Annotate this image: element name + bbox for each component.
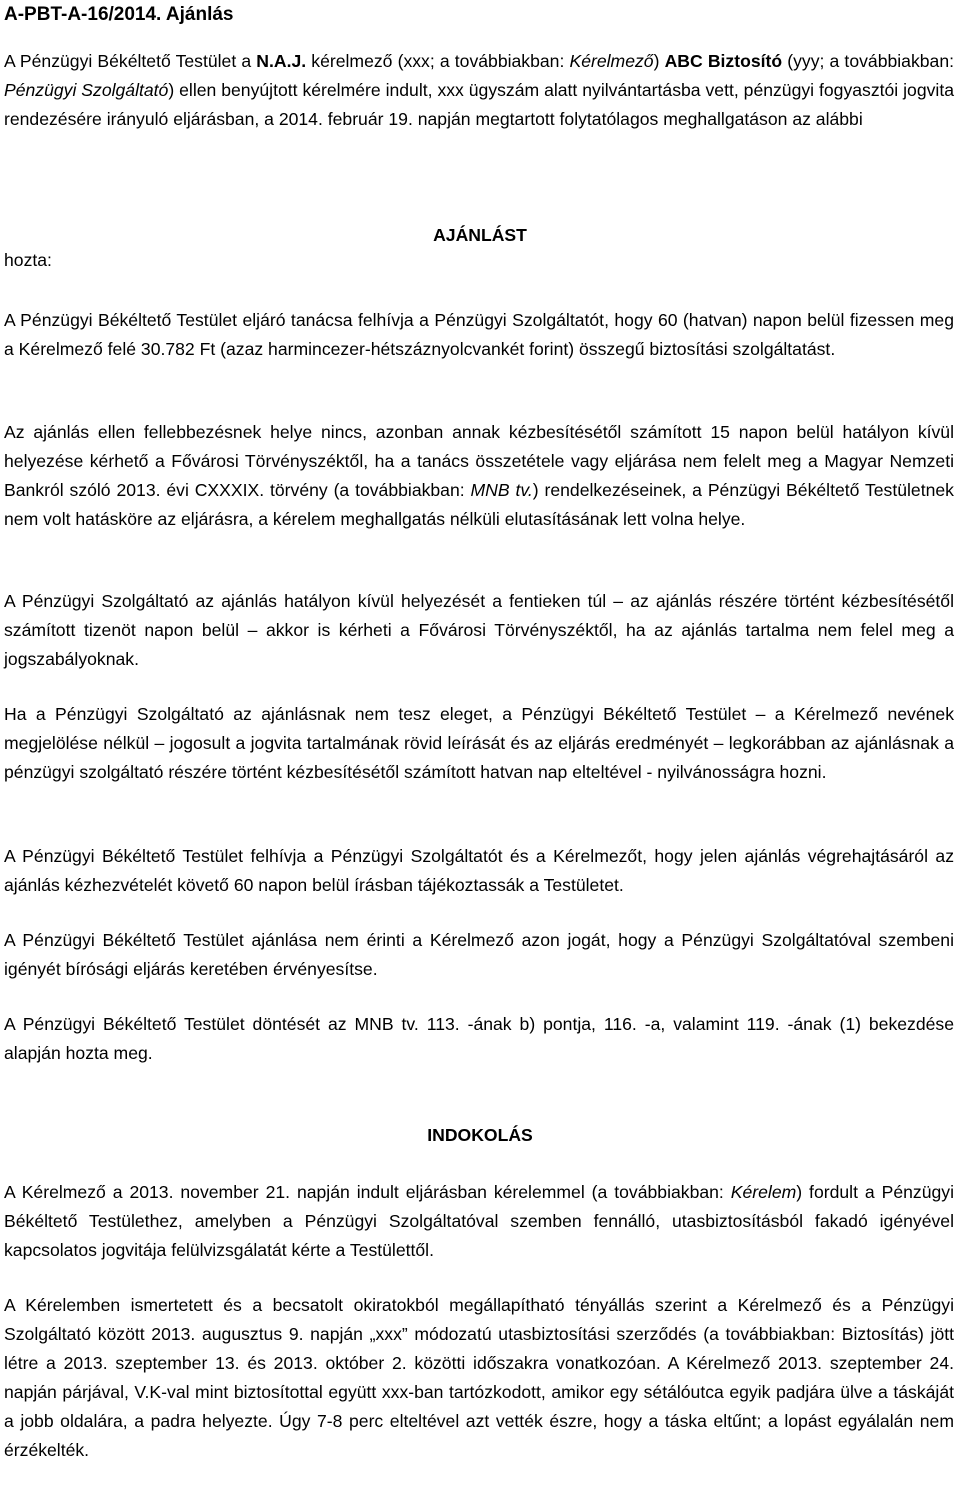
appeal-text-2: ) rendelkezéseinek, a Pénzügyi Békéltető Testületnek nem volt hatásköre az eljárásra, a kérelem meghallgatás nélküli elutasításának lett volna helye. xyxy=(4,480,954,529)
intro-paragraph xyxy=(4,47,954,134)
reason1-text-1: A Kérelmező a 2013. november 21. napján indult eljárásban kérelemmel (a továbbiakban: xyxy=(4,1182,731,1202)
rights-paragraph: A Pénzügyi Békéltető Testület ajánlása nem érinti a Kérelmező azon jogát, hogy a Pénzügyi Szolgáltatóval szembeni igényét bírósági eljárás keretében érvényesítse. xyxy=(4,930,954,979)
intro-text-5: ) ellen benyújtott kérelmére indult, xxx ügyszám alatt nyilvántartásba vett, pénzügyi fogyasztói jogvita rendezésére irányuló eljárásban, a 2014. február 19. napján megtartott folytatólagos meghallgatáson az alábbi xyxy=(4,80,954,129)
hozta-label: hozta: xyxy=(4,250,52,270)
ajanlast-heading: AJÁNLÁST xyxy=(433,225,527,245)
document-title: A-PBT-A-16/2014. Ajánlás xyxy=(4,4,234,25)
kerelem-term: Kérelem xyxy=(730,1182,797,1202)
reason1-text-2: ) fordult a Pénzügyi Békéltető Testülethez, amelyben a Pénzügyi Szolgáltatóval szemben fennálló, utasbiztosításból fakadó igényével kapcsolatos jogvitája felülvizsgálatát kérte a Testülettől. xyxy=(4,1182,954,1260)
reason-paragraph-1 xyxy=(4,1178,954,1265)
reason-paragraph-2: A Kérelemben ismertetett és a becsatolt okiratokból megállapítható tényállás szerint a Kérelmező és a Pénzügyi Szolgáltató között 2013. augusztus 9. napján „xxx” módozatú utasbiztosítási szerződés (a továbbiakban: Biztosítás) jött létre a 2013. szeptember 13. és 2013. október 2. közötti időszakra vonatkozóan. A Kérelmező 2013. szeptember 24. napján párjával, V.K-val mint biztosítottal együtt xxx-ban tartózkodott, amikor egy sétálóutca egyik padjára ülve a táskáját a jobb oldalára, a padra helyezte. Úgy 7-8 perc elteltével azt vették észre, hogy a táska eltűnt; a lopást egyálalán nem érzékelték. xyxy=(4,1295,954,1460)
appeal-text-1: Az ajánlás ellen fellebbezésnek helye nincs, azonban annak kézbesítésétől számított 15 napon belül hatályon kívül helyezése kérhető a Fővárosi Törvényszéktől, ha a tanács összetétele vagy eljárása nem felelt meg a Magyar Nemzeti Bankról szóló 2013. évi CXXXIX. törvény (a továbbiakban: xyxy=(4,422,954,500)
provider-name: ABC Biztosító xyxy=(664,51,783,71)
provider-term: Pénzügyi Szolgáltató xyxy=(4,80,169,100)
intro-text-4: (yyy; a továbbiakban: xyxy=(782,51,954,71)
requester-term: Kérelmező xyxy=(569,51,654,71)
intro-text-2: kérelmező (xxx; a továbbiakban: xyxy=(306,51,570,71)
basis-paragraph: A Pénzügyi Békéltető Testület döntését az MNB tv. 113. -ának b) pontja, 116. -a, valamint 119. -ának (1) bekezdése alapján hozta meg. xyxy=(4,1014,954,1063)
provider-paragraph: A Pénzügyi Szolgáltató az ajánlás hatályon kívül helyezését a fentieken túl – az ajánlás részére történt kézbesítésétől számított tizenöt napon belül – akkor is kérheti a Fővárosi Törvényszéktől, ha az ajánlás tartalma nem felel meg a jogszabályoknak. xyxy=(4,591,954,669)
requester-initials: N.A.J. xyxy=(256,51,307,71)
mnb-law-term: MNB tv. xyxy=(470,480,533,500)
publish-paragraph: Ha a Pénzügyi Szolgáltató az ajánlásnak nem tesz eleget, a Pénzügyi Békéltető Testület – a Kérelmező nevének megjelölése nélkül – jogosult a jogvita tartalmának rövid leírását és az eljárás eredményét – legkorábban az ajánlásnak a pénzügyi szolgáltató részére történt kézbesítésétől számított hatvan nap elteltével - nyilvánosságra hozni. xyxy=(4,704,954,782)
intro-text-1: A Pénzügyi Békéltető Testület a xyxy=(4,51,257,71)
inform-paragraph: A Pénzügyi Békéltető Testület felhívja a Pénzügyi Szolgáltatót és a Kérelmezőt, hogy jelen ajánlás végrehajtásáról az ajánlás kézhezvételét követő 60 napon belül írásban tájékoztassák a Testületet. xyxy=(4,846,954,895)
intro-text-3: ) xyxy=(653,51,665,71)
indokolas-heading: INDOKOLÁS xyxy=(427,1125,533,1145)
decision-paragraph: A Pénzügyi Békéltető Testület eljáró tanácsa felhívja a Pénzügyi Szolgáltatót, hogy 60 (hatvan) napon belül fizessen meg a Kérelmező felé 30.782 Ft (azaz harmincezer-hétszáznyolcvankét forint) összegű biztosítási szolgáltatást. xyxy=(4,310,954,359)
appeal-paragraph xyxy=(4,418,954,534)
